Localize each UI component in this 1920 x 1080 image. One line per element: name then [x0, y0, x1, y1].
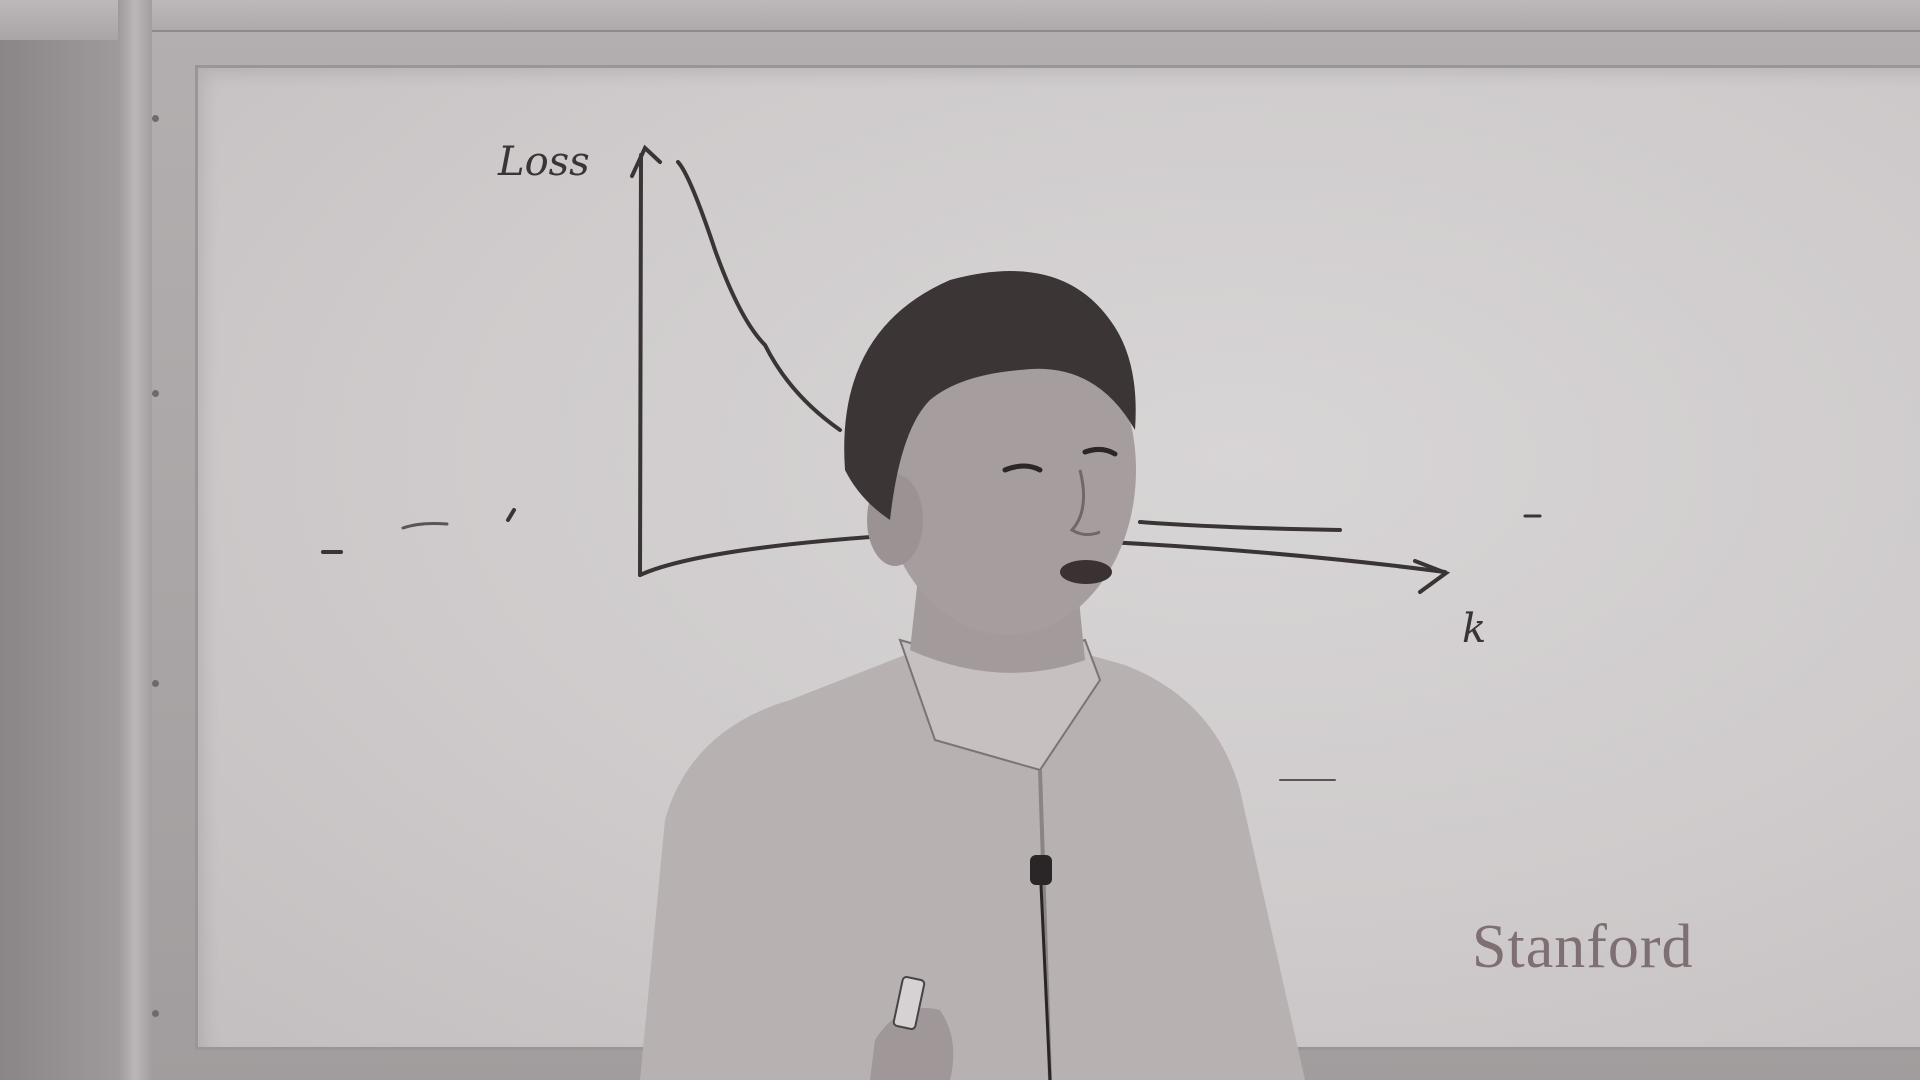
stanford-logo: Stanford [1472, 913, 1694, 981]
lapel-microphone [1030, 855, 1052, 885]
x-axis-label: k [1462, 606, 1487, 652]
instructor-mouth [1060, 560, 1112, 584]
y-axis-label: Loss [498, 139, 590, 185]
